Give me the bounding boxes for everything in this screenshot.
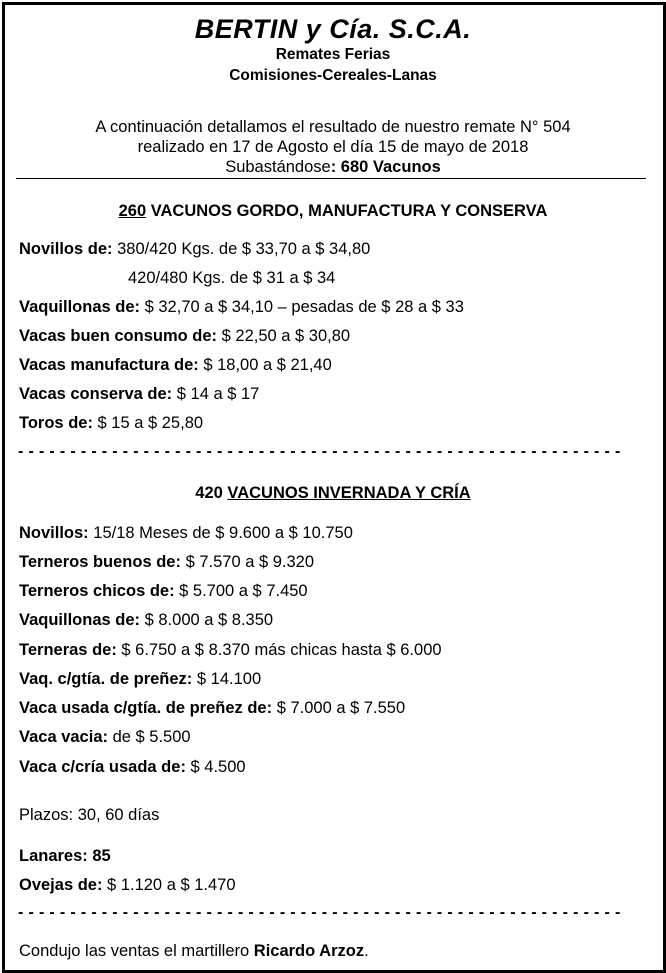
section-2-title: VACUNOS INVERNADA Y CRÍA bbox=[227, 484, 471, 502]
price-row bbox=[19, 699, 405, 718]
price-row bbox=[19, 240, 370, 259]
row-value: $ 5.700 a $ 7.450 bbox=[174, 582, 308, 600]
row-label: Terneros buenos de: bbox=[19, 553, 181, 571]
row-label: Novillos: bbox=[19, 524, 89, 542]
section-2-count: 420 bbox=[195, 484, 228, 502]
row-value: 380/420 Kgs. de $ 33,70 a $ 34,80 bbox=[112, 240, 371, 258]
ovejas-row bbox=[19, 876, 236, 895]
intro-line-3 bbox=[0, 158, 666, 177]
row-label: Vacas manufactura de: bbox=[19, 356, 199, 374]
price-row bbox=[128, 269, 335, 288]
intro-line-1: A continuación detallamos el resultado de nuestro remate N° 504 bbox=[95, 118, 571, 136]
price-row bbox=[19, 356, 332, 375]
row-value: $ 14 a $ 17 bbox=[172, 385, 260, 403]
price-row bbox=[19, 611, 273, 630]
row-value: $ 32,70 a $ 34,10 – pesadas de $ 28 a $ 33 bbox=[140, 298, 464, 316]
price-row bbox=[19, 553, 314, 572]
row-value: $ 7.000 a $ 7.550 bbox=[272, 699, 406, 717]
row-value: $ 18,00 a $ 21,40 bbox=[198, 356, 332, 374]
section-2-heading bbox=[0, 484, 666, 503]
lanares-row bbox=[19, 847, 111, 866]
price-row bbox=[19, 385, 259, 404]
row-value: $ 4.500 bbox=[185, 758, 246, 776]
auctioneer-name: Ricardo Arzoz bbox=[253, 942, 365, 960]
row-label: Vaca vacia: bbox=[19, 728, 108, 746]
intro-line-3-prefix: Subastándose bbox=[225, 158, 331, 176]
row-label: Toros de: bbox=[19, 414, 93, 432]
price-row bbox=[19, 524, 353, 543]
company-name: BERTIN y Cía. S.C.A. bbox=[194, 14, 472, 44]
row-label: Vaquillonas de: bbox=[19, 611, 141, 629]
section-1-count: 260 bbox=[118, 202, 147, 220]
price-row bbox=[19, 758, 246, 777]
section-1-title: VACUNOS GORDO, MANUFACTURA Y CONSERVA bbox=[146, 202, 548, 220]
row-value: $ 15 a $ 25,80 bbox=[92, 414, 204, 432]
row-label: Vacas conserva de: bbox=[19, 385, 173, 403]
footer-prefix: Condujo las ventas el martillero bbox=[19, 942, 254, 960]
plazos-text: Plazos: 30, 60 días bbox=[19, 806, 160, 824]
footer-text bbox=[19, 942, 369, 961]
row-value: $ 22,50 a $ 30,80 bbox=[217, 327, 351, 345]
intro-line-2: realizado en 17 de Agosto el día 15 de mayo de 2018 bbox=[137, 138, 529, 156]
row-value: $ 14.100 bbox=[192, 670, 262, 688]
row-value: $ 6.750 a $ 8.370 más chicas hasta $ 6.000 bbox=[116, 641, 442, 659]
price-row bbox=[19, 641, 442, 660]
row-label: Vaquillonas de: bbox=[19, 298, 141, 316]
header-rule bbox=[16, 178, 646, 179]
row-label: Vaq. c/gtía. de preñez: bbox=[19, 670, 193, 688]
footer-suffix: . bbox=[364, 942, 369, 960]
row-label: Terneras de: bbox=[19, 641, 117, 659]
ovejas-value: $ 1.120 a $ 1.470 bbox=[102, 876, 236, 894]
price-row bbox=[19, 298, 464, 317]
company-line-1: Remates Ferias bbox=[275, 46, 391, 63]
row-label: Novillos de: bbox=[19, 240, 113, 258]
row-value: $ 8.000 a $ 8.350 bbox=[140, 611, 274, 629]
section-1-heading bbox=[0, 202, 666, 221]
row-label: Vacas buen consumo de: bbox=[19, 327, 218, 345]
company-line-2: Comisiones-Cereales-Lanas bbox=[229, 67, 437, 84]
row-value: 15/18 Meses de $ 9.600 a $ 10.750 bbox=[88, 524, 353, 542]
price-row bbox=[19, 728, 191, 747]
row-label: Vaca usada c/gtía. de preñez de: bbox=[19, 699, 273, 717]
dashed-divider: - - - - - - - - - - - - - - - - - - - - - - - - - - - - - - - - - - - - - - - - - - - - - - - - - - - - - - - - - - bbox=[18, 904, 621, 921]
row-label: Vaca c/cría usada de: bbox=[19, 758, 186, 776]
price-row bbox=[19, 414, 203, 433]
row-value: $ 7.570 a $ 9.320 bbox=[180, 553, 315, 571]
price-row bbox=[19, 582, 308, 601]
ovejas-label: Ovejas de: bbox=[19, 876, 103, 894]
dashed-divider: - - - - - - - - - - - - - - - - - - - - - - - - - - - - - - - - - - - - - - - - - - - - - - - - - - - - - - - - - - bbox=[18, 443, 621, 460]
intro-line-3-total: : 680 Vacunos bbox=[330, 158, 441, 176]
row-label: Terneros chicos de: bbox=[19, 582, 175, 600]
lanares-label: Lanares: 85 bbox=[19, 847, 111, 865]
row-value: 420/480 Kgs. de $ 31 a $ 34 bbox=[128, 269, 336, 287]
price-row bbox=[19, 670, 261, 689]
row-value: de $ 5.500 bbox=[108, 728, 191, 746]
price-row bbox=[19, 327, 350, 346]
